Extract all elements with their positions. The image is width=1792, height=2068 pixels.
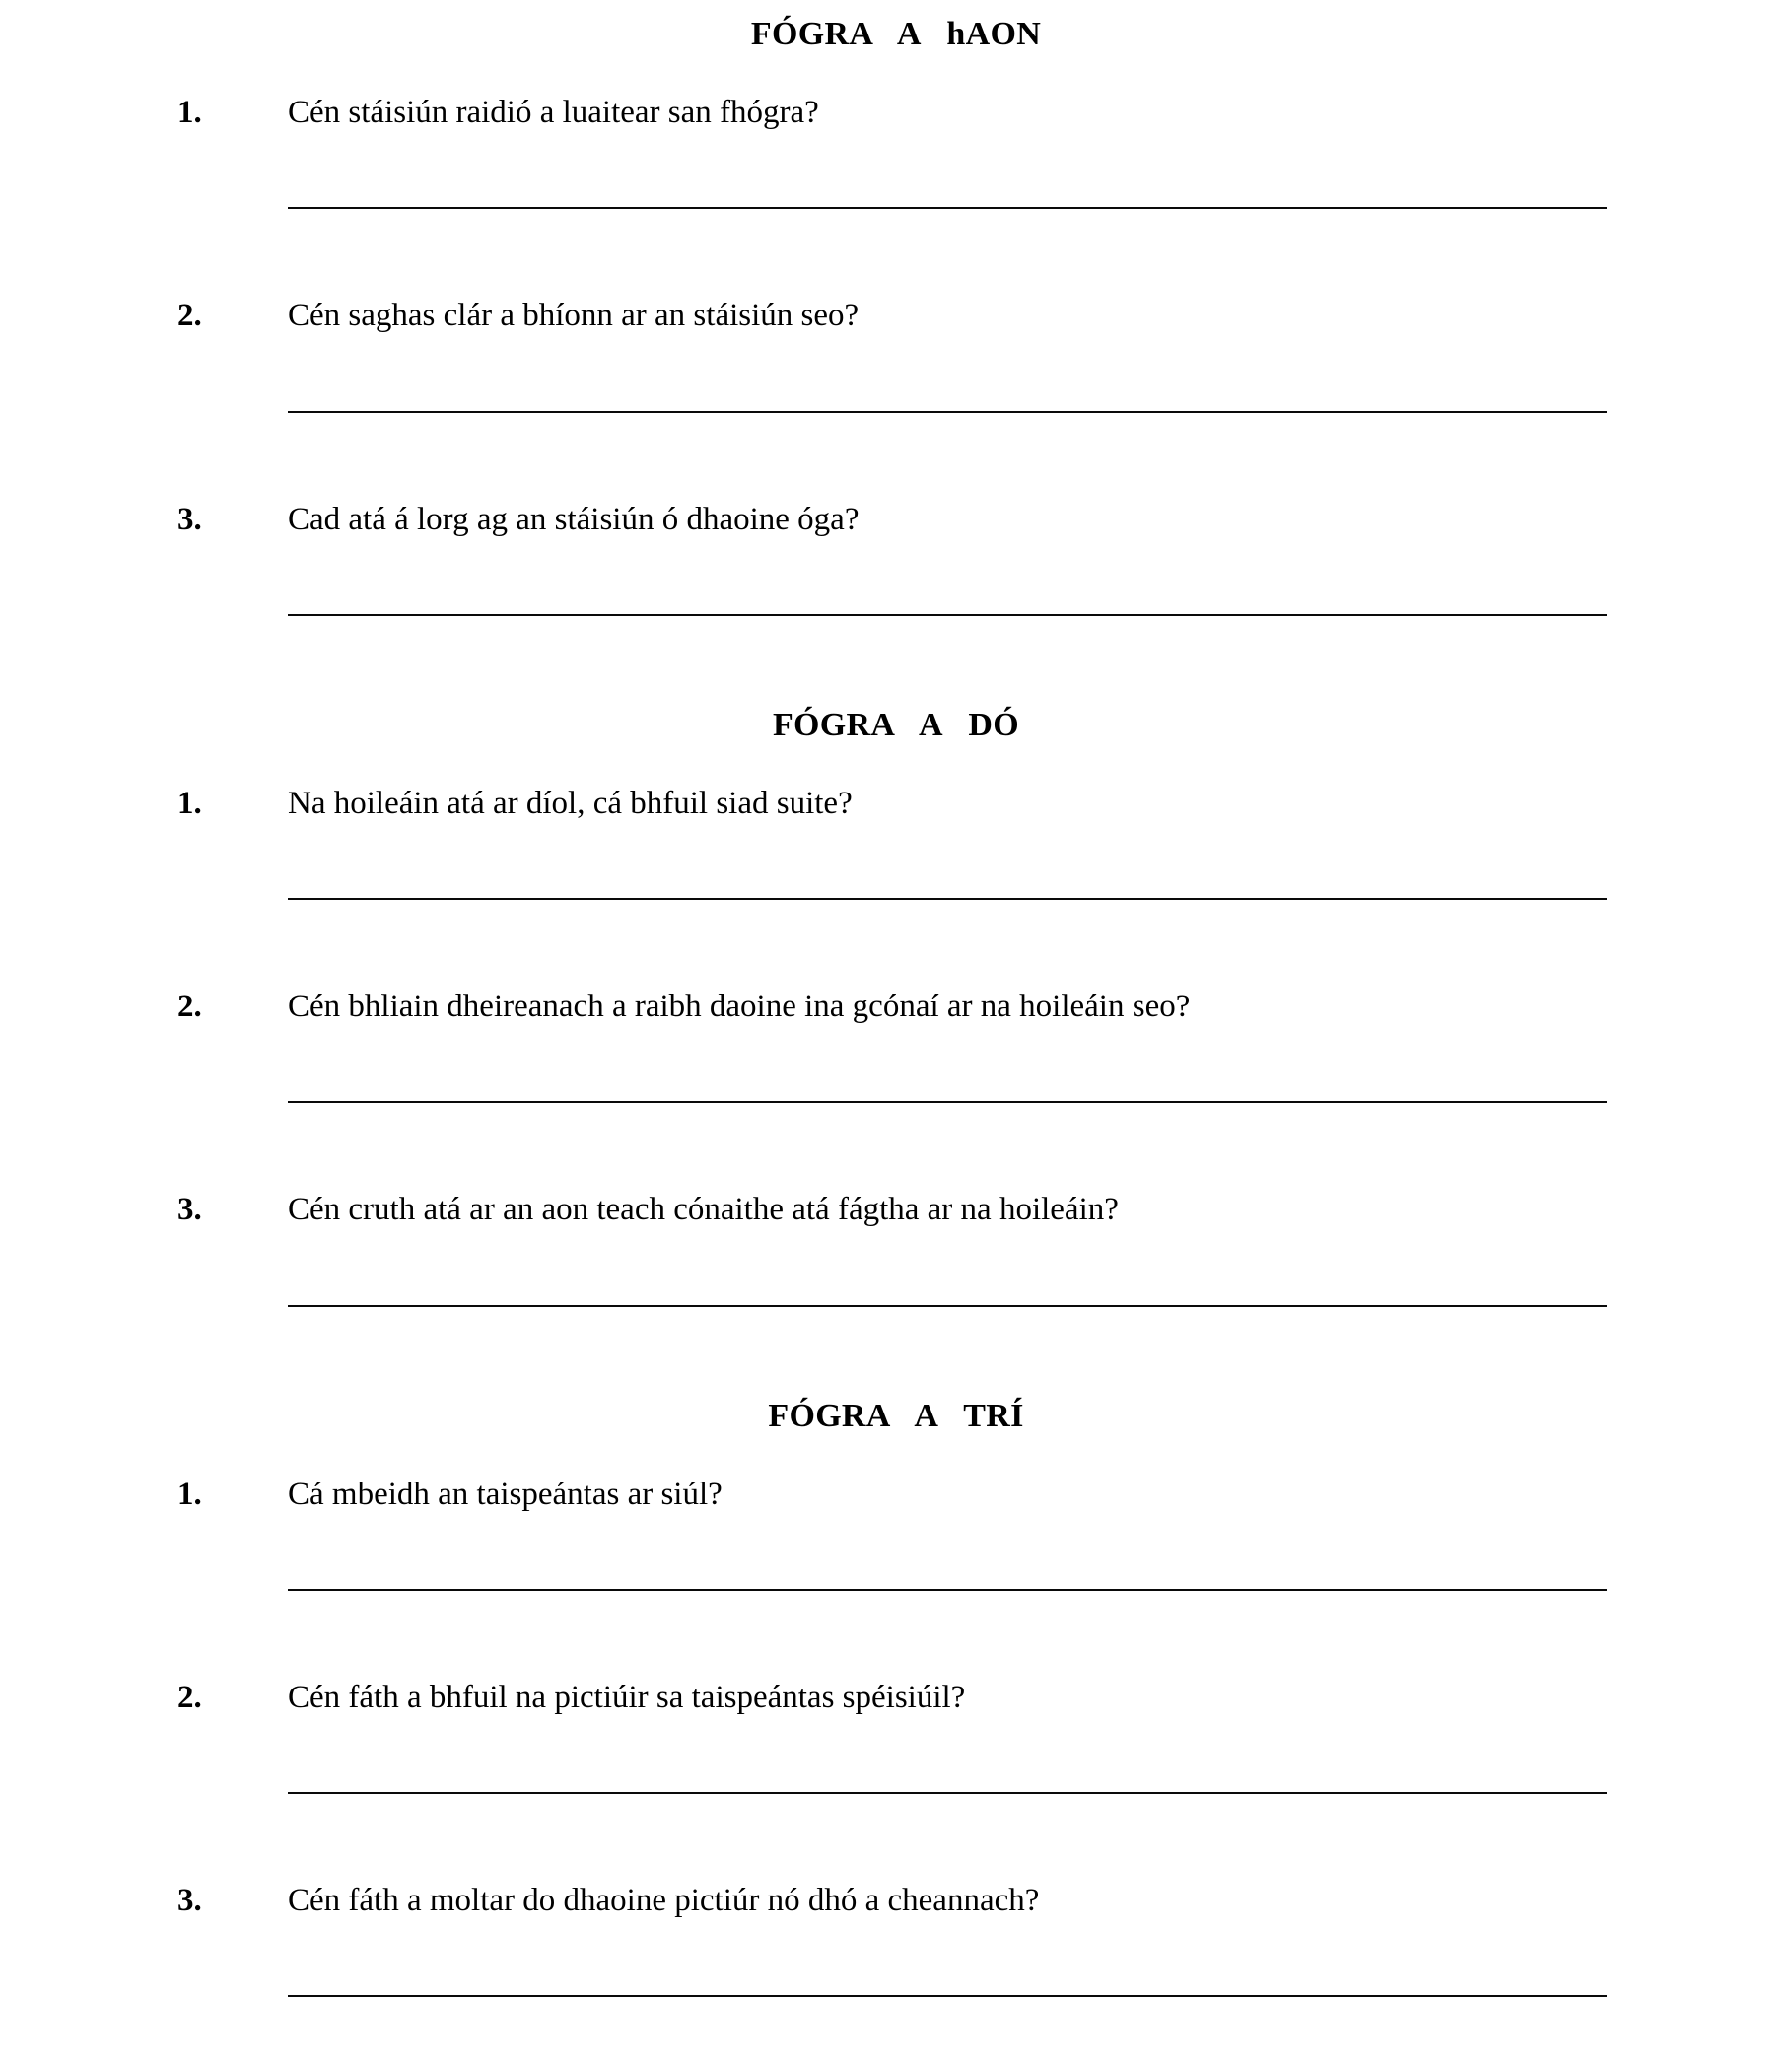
- answer-line: [288, 411, 1607, 413]
- section-fogra-2: [0, 707, 1792, 1307]
- question-text: Cén stáisiún raidió a luaitear san fhógra?: [288, 95, 819, 130]
- question-block: [0, 784, 1792, 900]
- question-block: [0, 1881, 1792, 1997]
- question-text: Cá mbeidh an taispeántas ar siúl?: [288, 1476, 723, 1512]
- question-row: [0, 1678, 1792, 1717]
- question-text: Cén fáth a moltar do dhaoine pictiúr nó dhó a cheannach?: [288, 1883, 1040, 1918]
- question-number: 1.: [177, 95, 202, 130]
- question-row: [0, 987, 1792, 1026]
- question-row: [0, 1881, 1792, 1920]
- section-title: FÓGRA A hAON: [750, 16, 1042, 52]
- question-text: Cén saghas clár a bhíonn ar an stáisiún seo?: [288, 298, 860, 334]
- answer-line: [288, 898, 1607, 900]
- question-row: [0, 500, 1792, 539]
- question-text: Cad atá á lorg ag an stáisiún ó dhaoine óga?: [288, 501, 860, 537]
- answer-line: [288, 1792, 1607, 1794]
- answer-line: [288, 614, 1607, 616]
- question-block: [0, 500, 1792, 616]
- question-block: [0, 1475, 1792, 1591]
- answer-line: [288, 1995, 1607, 1997]
- question-row: [0, 784, 1792, 823]
- question-row: [0, 1190, 1792, 1229]
- section-fogra-3: [0, 1398, 1792, 1998]
- question-text: Cén bhliain dheireanach a raibh daoine ina gcónaí ar na hoileáin seo?: [288, 989, 1191, 1024]
- section-title: FÓGRA A DÓ: [772, 706, 1020, 743]
- question-row: [0, 1475, 1792, 1514]
- question-row: [0, 93, 1792, 132]
- question-block: [0, 93, 1792, 209]
- question-block: [0, 1678, 1792, 1794]
- answer-line: [288, 207, 1607, 209]
- question-number: 3.: [177, 501, 202, 537]
- question-number: 2.: [177, 1679, 202, 1715]
- question-block: [0, 296, 1792, 412]
- question-row: [0, 296, 1792, 335]
- question-number: 1.: [177, 1476, 202, 1512]
- question-text: Na hoileáin atá ar díol, cá bhfuil siad suite?: [288, 785, 853, 821]
- answer-line: [288, 1589, 1607, 1591]
- question-block: [0, 1190, 1792, 1306]
- question-text: Cén fáth a bhfuil na pictiúir sa taispeántas spéisiúil?: [288, 1679, 966, 1715]
- section-title: FÓGRA A TRÍ: [768, 1397, 1024, 1434]
- question-number: 3.: [177, 1883, 202, 1918]
- question-number: 2.: [177, 989, 202, 1024]
- question-number: 1.: [177, 785, 202, 821]
- section-fogra-1: [0, 16, 1792, 616]
- question-number: 3.: [177, 1192, 202, 1228]
- question-text: Cén cruth atá ar an aon teach cónaithe atá fágtha ar na hoileáin?: [288, 1192, 1119, 1228]
- question-number: 2.: [177, 298, 202, 334]
- question-block: [0, 987, 1792, 1103]
- answer-line: [288, 1101, 1607, 1103]
- answer-line: [288, 1305, 1607, 1307]
